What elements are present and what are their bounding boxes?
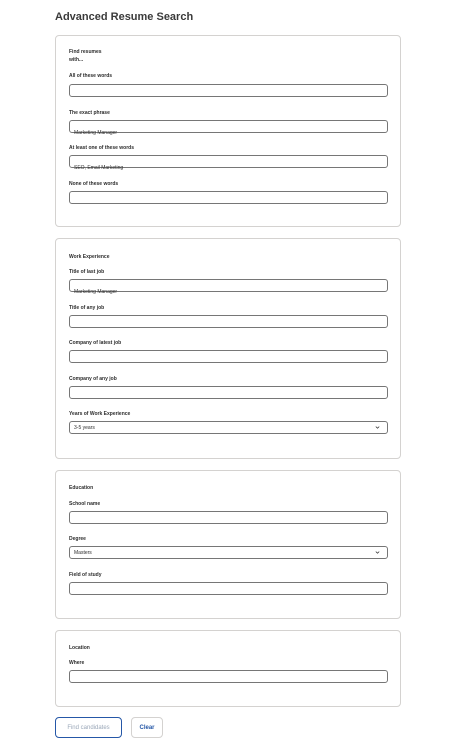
field-of-study-label: Field of study <box>69 572 102 578</box>
chevron-down-icon <box>375 550 380 555</box>
years-experience-value: 3-5 years <box>74 425 95 431</box>
find-candidates-button[interactable]: Find candidates <box>55 717 122 738</box>
company-any-job-label: Company of any job <box>69 376 117 382</box>
school-name-input[interactable] <box>70 519 387 530</box>
title-any-job-label: Title of any job <box>69 305 105 311</box>
intro-line-1: Find resumes <box>69 49 102 55</box>
all-words-field[interactable] <box>69 84 388 97</box>
none-words-label: None of these words <box>69 181 119 187</box>
any-words-field[interactable] <box>69 155 388 168</box>
all-words-label: All of these words <box>69 73 113 79</box>
location-heading: Location <box>69 645 90 651</box>
school-name-field[interactable] <box>69 511 388 524</box>
education-section <box>55 470 401 619</box>
keywords-section <box>55 35 401 227</box>
school-name-label: School name <box>69 501 101 507</box>
none-words-field[interactable] <box>69 191 388 204</box>
company-latest-job-input[interactable] <box>70 358 387 369</box>
clear-button[interactable]: Clear <box>131 717 163 738</box>
company-any-job-field[interactable] <box>69 386 388 399</box>
degree-select[interactable] <box>69 546 388 559</box>
chevron-down-icon <box>375 425 380 430</box>
intro-line-2: with... <box>69 57 84 63</box>
where-field[interactable] <box>69 670 388 683</box>
work-experience-section <box>55 238 401 459</box>
title-any-job-field[interactable] <box>69 315 388 328</box>
exact-phrase-label: The exact phrase <box>69 110 110 116</box>
field-of-study-field[interactable] <box>69 582 388 595</box>
work-experience-heading: Work Experience <box>69 254 110 260</box>
title-last-job-field[interactable] <box>69 279 388 292</box>
all-words-input[interactable] <box>70 92 387 103</box>
company-any-job-input[interactable] <box>70 394 387 405</box>
where-label: Where <box>69 660 85 666</box>
years-experience-select[interactable] <box>69 421 388 434</box>
title-last-job-input[interactable] <box>70 287 387 298</box>
field-of-study-input[interactable] <box>70 590 387 601</box>
exact-phrase-field[interactable] <box>69 120 388 133</box>
degree-label: Degree <box>69 536 86 542</box>
keywords-intro <box>69 48 102 64</box>
page-title: Advanced Resume Search <box>55 11 194 23</box>
none-words-input[interactable] <box>70 199 387 210</box>
exact-phrase-input[interactable] <box>70 128 387 139</box>
education-heading: Education <box>69 485 94 491</box>
any-words-label: At least one of these words <box>69 145 135 151</box>
title-last-job-label: Title of last job <box>69 269 105 275</box>
degree-value: Masters <box>74 550 92 556</box>
company-latest-job-label: Company of latest job <box>69 340 122 346</box>
where-input[interactable] <box>70 678 387 689</box>
years-experience-label: Years of Work Experience <box>69 411 131 417</box>
location-section <box>55 630 401 707</box>
company-latest-job-field[interactable] <box>69 350 388 363</box>
title-any-job-input[interactable] <box>70 323 387 334</box>
any-words-input[interactable] <box>70 163 387 174</box>
